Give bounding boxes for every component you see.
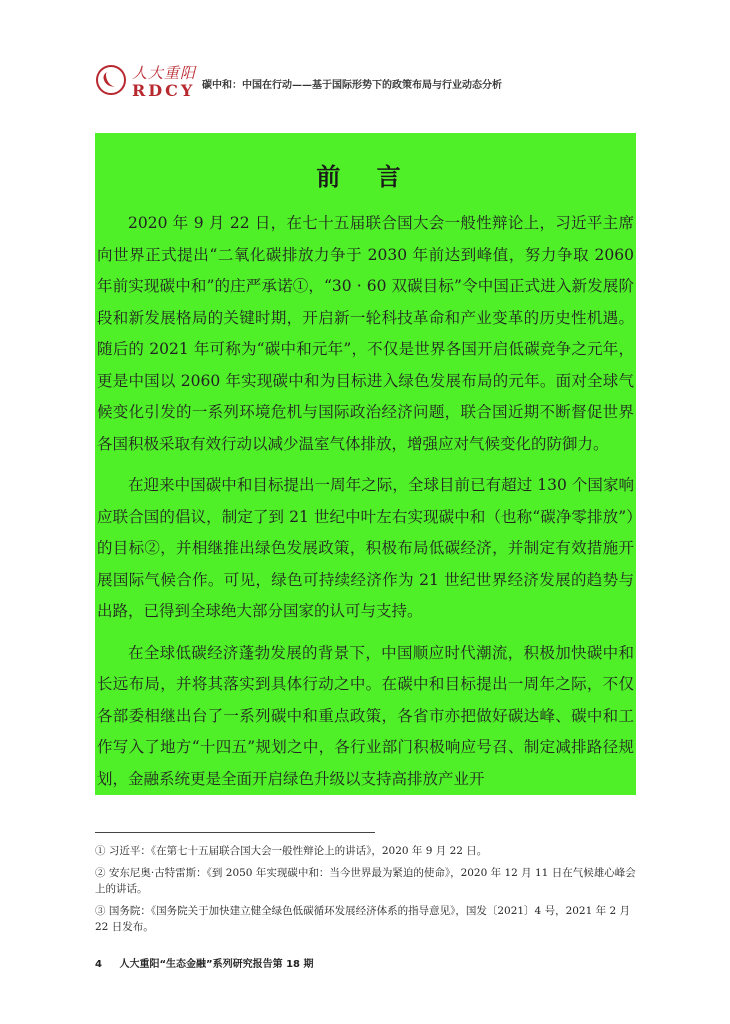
footnote-divider bbox=[95, 832, 375, 833]
footnote-3: ③ 国务院：《国务院关于加快建立健全绿色低碳循环发展经济体系的指导意见》，国发〔2021〕4 号，2021 年 2 月 22 日发布。 bbox=[95, 905, 630, 933]
section-title: 前 言 bbox=[316, 163, 415, 191]
running-header-title: 碳中和：中国在行动——基于国际形势下的政策布局与行业动态分析 bbox=[202, 80, 502, 91]
seal-icon bbox=[96, 65, 126, 95]
rdcy-logo bbox=[96, 62, 196, 102]
page-number: 4 bbox=[95, 959, 102, 970]
series-title: 人大重阳“生态金融”系列研究报告第 18 期 bbox=[119, 959, 314, 970]
logo-english-text: RDCY bbox=[132, 81, 196, 100]
footnote-1: ① 习近平：《在第七十五届联合国大会一般性辩论上的讲话》，2020 年 9 月 22 日。 bbox=[95, 845, 488, 857]
page-header bbox=[96, 62, 656, 102]
page-footer bbox=[95, 955, 313, 970]
paragraph: 在迎来中国碳中和目标提出一周年之际，全球目前已有超过 130 个国家响应联合国的倡议，制定了到 21 世纪中叶左右实现碳中和（也称“碳净零排放”）的目标②，并相继推出绿色发展政策，积极布局低碳经济，并制定有效措施开展国际气候合作。可见，绿色可持续经济作为 21 世纪世界经济发展的趋势与出路，已得到全球绝大部分国家的认可与支持。 bbox=[97, 476, 634, 620]
logo-chinese-text: 人大重阳 bbox=[132, 64, 197, 82]
footnotes bbox=[95, 843, 640, 941]
paragraph: 在全球低碳经济蓬勃发展的背景下，中国顺应时代潮流，积极加快碳中和长远布局，并将其落实到具体行动之中。在碳中和目标提出一周年之际，不仅各部委相继出台了一系列碳中和重点政策，各省市亦把做好碳达峰、碳中和工作写入了地方“十四五”规划之中，各行业部门积极响应号召、制定减排路径规划，金融系统更是全面开启绿色升级以支持高排放产业开 bbox=[97, 643, 634, 788]
footnote-2: ② 安东尼奥·古特雷斯：《到 2050 年实现碳中和：当今世界最为紧迫的使命》，2020 年 12 月 11 日在气候雄心峰会上的讲话。 bbox=[95, 867, 636, 895]
preface-body bbox=[97, 208, 634, 805]
paragraph: 2020 年 9 月 22 日，在七十五届联合国大会一般性辩论上，习近平主席向世界正式提出“二氧化碳排放力争于 2030 年前达到峰值，努力争取 2060 年前实现碳中和”的庄严承诺①，“30 · 60 双碳目标”令中国正式进入新发展阶段和新发展格局的关键时期，开启新一轮科技革命和产业变革的历史性机遇。随后的 2021 年可称为“碳中和元年”，不仅是世界各国开启低碳竞争之元年，更是中国以 2060 年实现碳中和为目标进入绿色发展布局的元年。面对全球气候变化引发的一系列环境危机与国际政治经济问题，联合国近期不断督促世界各国积极采取有效行动以减少温室气体排放，增强应对气候变化的防御力。 bbox=[97, 214, 634, 453]
highlighted-preface-block bbox=[95, 133, 636, 795]
